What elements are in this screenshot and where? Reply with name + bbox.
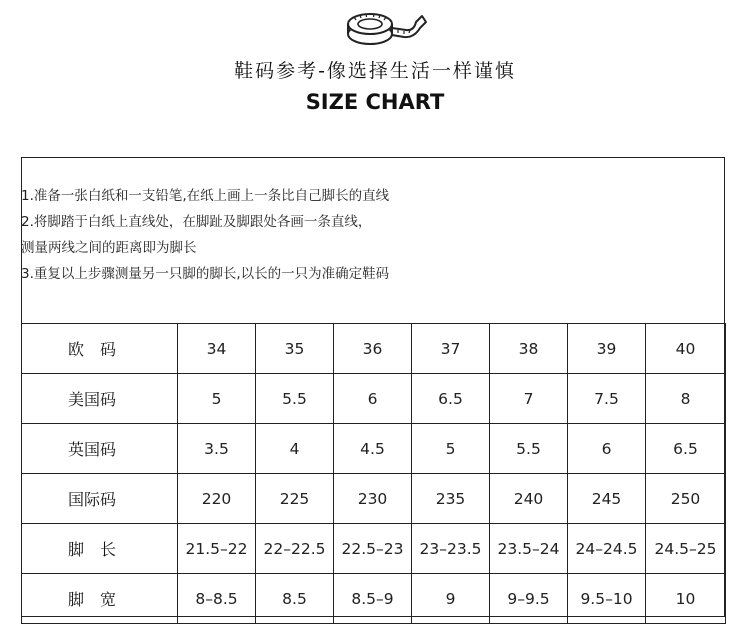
table-cell: 250 xyxy=(646,474,726,524)
table-cell: 8.5–9 xyxy=(334,574,412,624)
table-row xyxy=(22,524,726,574)
table-cell: 8–8.5 xyxy=(178,574,256,624)
table-cell: 10 xyxy=(646,574,726,624)
instruction-line: 2.将脚踏于白纸上直线处，在脚趾及脚跟处各画一条直线， xyxy=(21,214,372,230)
table-cell: 34 xyxy=(178,324,256,374)
table-cell: 35 xyxy=(256,324,334,374)
table-cell: 36 xyxy=(334,324,412,374)
table-cell: 39 xyxy=(568,324,646,374)
table-cell: 21.5–22 xyxy=(178,524,256,574)
table-cell: 8.5 xyxy=(256,574,334,624)
instruction-line: 测量两线之间的距离即为脚长 xyxy=(21,240,197,256)
page-title-chinese: 鞋码参考-像选择生活一样谨慎 xyxy=(234,60,516,82)
table-cell: 230 xyxy=(334,474,412,524)
table-cell: 24–24.5 xyxy=(568,524,646,574)
table-cell: 9 xyxy=(412,574,490,624)
table-cell: 4 xyxy=(256,424,334,474)
table-cell: 22.5–23 xyxy=(334,524,412,574)
row-label: 欧 码 xyxy=(22,324,178,374)
table-cell: 240 xyxy=(490,474,568,524)
table-cell: 6.5 xyxy=(646,424,726,474)
table-cell: 24.5–25 xyxy=(646,524,726,574)
table-row xyxy=(22,374,726,424)
table-cell: 3.5 xyxy=(178,424,256,474)
measurement-instructions xyxy=(21,183,701,287)
table-cell: 38 xyxy=(490,324,568,374)
table-cell: 220 xyxy=(178,474,256,524)
table-cell: 5 xyxy=(412,424,490,474)
table-cell: 9–9.5 xyxy=(490,574,568,624)
instruction-line: 3.重复以上步骤测量另一只脚的脚长,以长的一只为准确定鞋码 xyxy=(21,266,390,282)
measuring-tape-icon xyxy=(344,8,428,48)
table-row xyxy=(22,424,726,474)
table-cell: 4.5 xyxy=(334,424,412,474)
row-label: 脚 长 xyxy=(22,524,178,574)
table-cell: 225 xyxy=(256,474,334,524)
table-cell: 23.5–24 xyxy=(490,524,568,574)
row-label: 国际码 xyxy=(22,474,178,524)
table-row xyxy=(22,324,726,374)
table-cell: 6.5 xyxy=(412,374,490,424)
table-cell: 5.5 xyxy=(256,374,334,424)
row-label: 脚 宽 xyxy=(22,574,178,624)
table-cell: 37 xyxy=(412,324,490,374)
table-cell: 9.5–10 xyxy=(568,574,646,624)
table-cell: 6 xyxy=(334,374,412,424)
table-cell: 5.5 xyxy=(490,424,568,474)
table-cell: 40 xyxy=(646,324,726,374)
table-cell: 245 xyxy=(568,474,646,524)
table-cell: 8 xyxy=(646,374,726,424)
table-row xyxy=(22,574,726,624)
instruction-line: 1.准备一张白纸和一支铅笔,在纸上画上一条比自己脚长的直线 xyxy=(21,188,390,204)
table-cell: 7.5 xyxy=(568,374,646,424)
table-cell: 5 xyxy=(178,374,256,424)
table-cell: 22–22.5 xyxy=(256,524,334,574)
row-label: 美国码 xyxy=(22,374,178,424)
table-cell: 235 xyxy=(412,474,490,524)
size-table xyxy=(21,323,726,624)
row-label: 英国码 xyxy=(22,424,178,474)
page-title-english: SIZE CHART xyxy=(305,90,445,114)
table-row xyxy=(22,474,726,524)
table-cell: 6 xyxy=(568,424,646,474)
table-cell: 7 xyxy=(490,374,568,424)
table-cell: 23–23.5 xyxy=(412,524,490,574)
